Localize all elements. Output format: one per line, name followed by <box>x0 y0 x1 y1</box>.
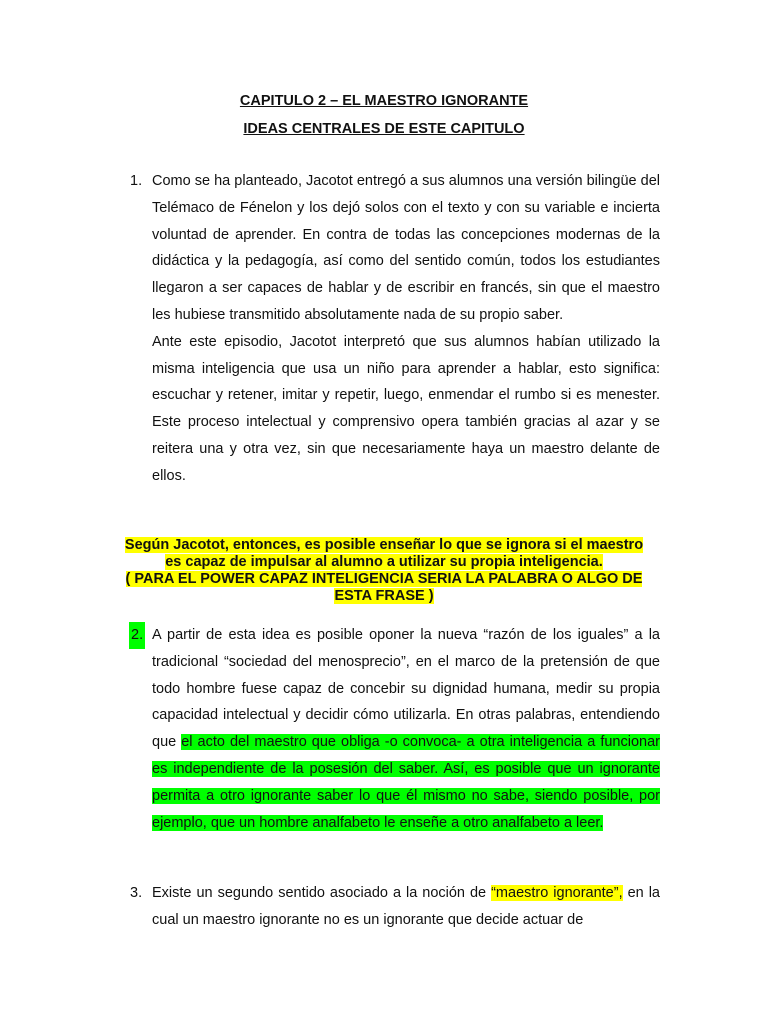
list-item-3-paragraph <box>152 880 660 934</box>
list-item-3 <box>130 880 660 934</box>
callout-line-2: es capaz de impulsar al alumno a utilizar su propia inteligencia. <box>165 554 603 570</box>
callout-line-1: Según Jacotot, entonces, es posible enseñar lo que se ignora si el maestro <box>124 537 644 553</box>
list-number-3: 3. <box>130 885 143 901</box>
callout-line-3: ( PARA EL POWER CAPAZ INTELIGENCIA SERIA LA PALABRA O ALGO DE <box>125 571 643 587</box>
list-item-3-text-after: en la cual un maestro ignorante no es un ignorante que decide actuar de <box>152 885 660 928</box>
list-item-3-highlighted-text: “maestro ignorante”, <box>491 885 623 901</box>
list-item-2-paragraph <box>152 622 660 836</box>
list-item-3-body <box>152 880 660 934</box>
list-item-3-text-before: Existe un segundo sentido asociado a la noción de <box>152 885 492 901</box>
callout-line-4: ESTA FRASE ) <box>334 588 434 604</box>
list-number-2: 2. <box>129 622 145 649</box>
list-item-2-highlighted-text: el acto del maestro que obliga -o convoca- a otra inteligencia a funcionar es independiente de la posesión del saber. Así, es posible que un ignorante permita a otro ignorante saber lo que él mismo no sabe, siendo posible, por ejemplo, que un hombre analfabeto le enseñe a otro analfabeto a leer. <box>152 734 660 831</box>
list-item-1-body <box>152 168 660 490</box>
chapter-title: CAPITULO 2 – EL MAESTRO IGNORANTE <box>239 93 529 109</box>
chapter-subtitle: IDEAS CENTRALES DE ESTE CAPITULO <box>243 121 525 137</box>
list-number-1: 1. <box>130 173 143 189</box>
list-item-2 <box>130 622 660 836</box>
list-item-1-paragraph-1: Como se ha planteado, Jacotot entregó a sus alumnos una versión bilingüe del Telémaco de Fénelon y los dejó solos con el texto y con su variable e incierta voluntad de aprender. En contra de todas las concepciones modernas de la didáctica y la pedagogía, así como del sentido común, todos los estudiantes llegaron a ser capaces de hablar y de escribir en francés, sin que el maestro les hubiese transmitido absolutamente nada de su propio saber. <box>152 173 660 323</box>
list-item-1 <box>130 168 660 490</box>
list-item-1-paragraph-2: Ante este episodio, Jacotot interpretó que sus alumnos habían utilizado la misma inteligencia que usa un niño para aprender a hablar, esto significa: escuchar y retener, imitar y repetir, luego, enmendar el rumbo si es menester. Este proceso intelectual y comprensivo opera también gracias al azar y se reitera una y otra vez, sin que necesariamente haya un maestro delante de ellos. <box>152 333 660 484</box>
list-item-2-body <box>152 622 660 836</box>
list-item-2-text: A partir de esta idea es posible oponer la nueva “razón de los iguales” a la tradicional “sociedad del menosprecio”, en el marco de la pretensión de que todo hombre fuese capaz de concebir su dignidad humana, medir su propia capacidad intelectual y decidir cómo utilizarla. En otras palabras, entendiendo que <box>152 627 660 751</box>
highlighted-callout <box>100 537 668 605</box>
